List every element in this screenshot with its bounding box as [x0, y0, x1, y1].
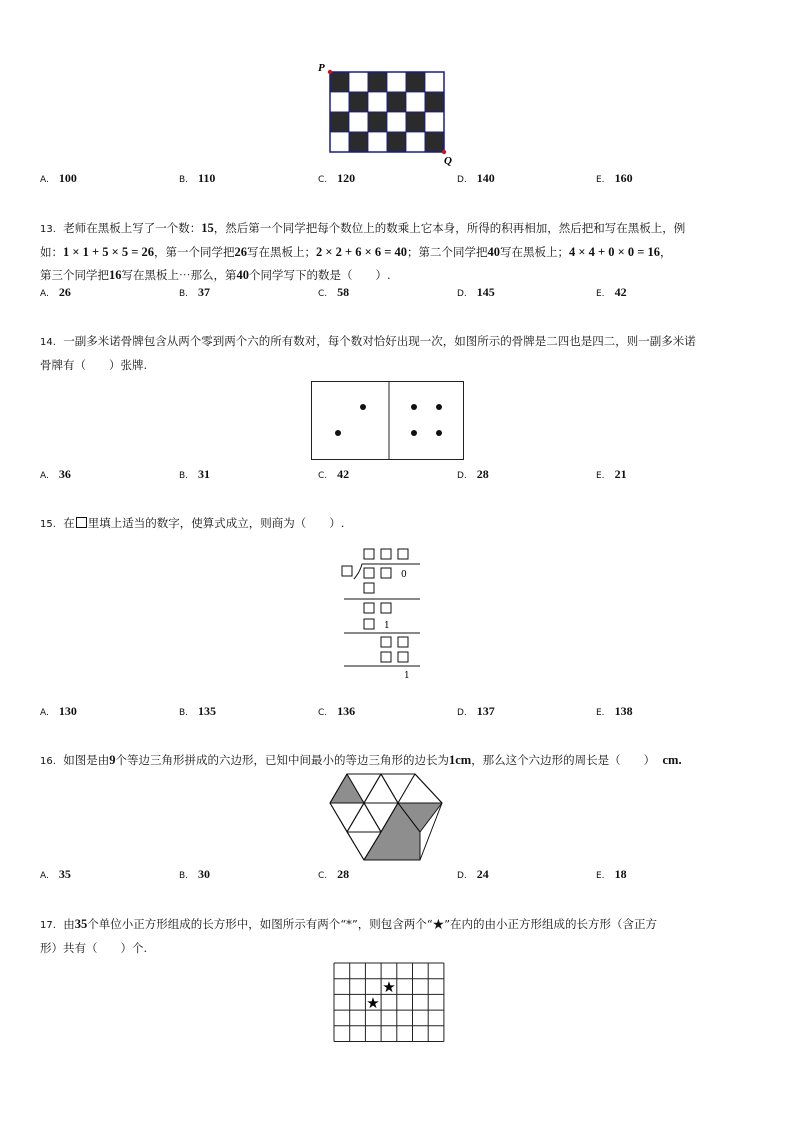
checker-cell [368, 72, 387, 92]
q15-option-c[interactable]: C. 136 [318, 704, 356, 718]
q15-option-e[interactable]: E. 138 [596, 704, 633, 718]
q14-option-a[interactable]: A. 36 [40, 467, 71, 481]
star-icon: ★ [382, 978, 396, 996]
checker-cell [368, 92, 387, 112]
checker-cell [425, 112, 444, 132]
q16-option-b[interactable]: B. 30 [179, 867, 211, 881]
domino-pip [436, 430, 442, 436]
q13-line-2: 如：1 × 1 + 5 × 5 = 26，第一个同学把26写在黑板上；2 × 2 + 6 × 6 = 40；第二个同学把40写在黑板上；4 × 4 + 0 × 0 = 16， [40, 245, 672, 259]
label-q: Q [444, 155, 452, 167]
q16-option-d[interactable]: D. 24 [457, 867, 489, 881]
q14-text [40, 330, 754, 377]
point-q [442, 150, 446, 154]
q16-text: 16. 如图是由9个等边三角形拼成的六边形，已知中间最小的等边三角形的边长为1cm，那么这个六边形的周长是（ ） cm. [40, 753, 682, 767]
q17-line-1: 17. 由35个单位小正方形组成的长方形中，如图所示有两个“*”，则包含两个“★”在内的由小正方形组成的长方形（含正方 [40, 917, 657, 931]
q14-option-d[interactable]: D. 28 [457, 467, 489, 481]
long-division-figure [338, 544, 428, 684]
q14-option-b[interactable]: B. 31 [179, 467, 211, 481]
checker-cell [330, 72, 349, 92]
grid-figure [333, 962, 445, 1044]
checker-cell [387, 132, 406, 152]
domino-figure [311, 381, 465, 461]
q17-line-2: 形）共有（ ）个. [40, 941, 148, 955]
q12-option-a[interactable]: A. 100 [40, 171, 77, 185]
q15-option-a[interactable]: A. 130 [40, 704, 77, 718]
domino-pip [411, 430, 417, 436]
blank-box-icon [76, 517, 87, 528]
q13-option-c[interactable]: C. 58 [318, 285, 350, 299]
q14-option-e[interactable]: E. 21 [596, 467, 627, 481]
point-p [328, 70, 332, 74]
digit-one: 1 [404, 671, 410, 681]
domino-pip [436, 404, 442, 410]
hexagon-figure [326, 774, 446, 860]
q13-option-b[interactable]: B. 37 [179, 285, 211, 299]
star-icon: ★ [366, 994, 380, 1012]
q12-option-e[interactable]: E. 160 [596, 171, 633, 185]
q15-option-b[interactable]: B. 135 [179, 704, 217, 718]
checker-cell [425, 72, 444, 92]
checker-cell [349, 132, 368, 152]
label-p: P [318, 62, 325, 74]
checkerboard-figure [310, 60, 470, 170]
q12-option-b[interactable]: B. 110 [179, 171, 216, 185]
q12-option-d[interactable]: D. 140 [457, 171, 495, 185]
checker-cell [368, 112, 387, 132]
q16-option-a[interactable]: A. 35 [40, 867, 71, 881]
checker-cell [406, 92, 425, 112]
digit-zero: 0 [401, 570, 407, 580]
q13-option-e[interactable]: E. 42 [596, 285, 627, 299]
q15-text: 15. 在 里填上适当的数字，使算式成立，则商为（ ）. [40, 516, 345, 530]
checker-cell [349, 92, 368, 112]
checker-cell [387, 92, 406, 112]
domino-pip [335, 430, 341, 436]
checker-cell [368, 132, 387, 152]
q12-option-c[interactable]: C. 120 [318, 171, 356, 185]
checker-cell [349, 112, 368, 132]
q17-text [40, 913, 754, 960]
q13-line-3: 第三个同学把16写在黑板上⋯那么，第40个同学写下的数是（ ）. [40, 268, 391, 282]
checker-cell [330, 132, 349, 152]
checker-cell [330, 92, 349, 112]
q13-line-1: 13. 老师在黑板上写了一个数：15，然后第一个同学把每个数位上的数乘上它本身，所得的积再相加，然后把和写在黑板上，例 [40, 221, 686, 235]
q14-line-2: 骨牌有（ ）张牌. [40, 358, 148, 372]
domino-pip [360, 404, 366, 410]
q13-text [40, 217, 754, 287]
q16-option-e[interactable]: E. 18 [596, 867, 627, 881]
checker-cell [406, 112, 425, 132]
digit-one: 1 [384, 621, 390, 631]
q16-option-c[interactable]: C. 28 [318, 867, 350, 881]
checker-cell [425, 132, 444, 152]
checker-cell [330, 112, 349, 132]
checker-cell [387, 72, 406, 92]
checker-cell [349, 72, 368, 92]
q15-option-d[interactable]: D. 137 [457, 704, 495, 718]
q13-option-a[interactable]: A. 26 [40, 285, 71, 299]
domino-pip [411, 404, 417, 410]
q14-line-1: 14. 一副多米诺骨牌包含从两个零到两个六的所有数对，每个数对恰好出现一次，如图所示的骨牌是二四也是四二，则一副多米诺 [40, 334, 696, 348]
checker-cell [387, 112, 406, 132]
checker-cell [406, 132, 425, 152]
q14-option-c[interactable]: C. 42 [318, 467, 350, 481]
checker-cell [425, 92, 444, 112]
q13-option-d[interactable]: D. 145 [457, 285, 495, 299]
checker-cell [406, 72, 425, 92]
